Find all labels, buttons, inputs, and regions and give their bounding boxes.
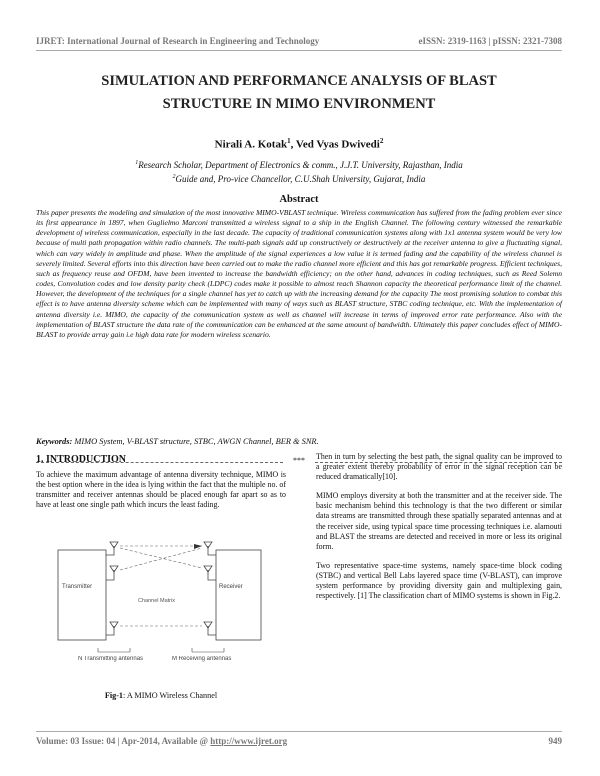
receiver-box (216, 550, 261, 640)
author-2: Ved Vyas Dwivedi (295, 138, 380, 151)
affiliation-2 (36, 171, 562, 185)
tx-antenna-2-feed (106, 570, 114, 580)
affiliation-1-sup: 1 (135, 160, 139, 166)
separator-stars: *** (293, 456, 305, 465)
issn-header: eISSN: 2319-1163 | pISSN: 2321-7308 (418, 36, 562, 46)
title-line-2: STRUCTURE IN MIMO ENVIRONMENT (162, 96, 436, 112)
rx-antennas (204, 542, 216, 635)
rx-antenna-1-feed (208, 546, 216, 555)
tx-antenna-3-feed (106, 626, 114, 635)
channel-matrix-label: Channel Matrix (138, 598, 175, 604)
mimo-figure (36, 540, 286, 690)
left-column (36, 454, 286, 519)
antenna-brackets (98, 648, 224, 652)
channel-paths (120, 546, 202, 626)
abstract-text: This paper presents the modeling and simulation of the most innovative MIMO-VBLAST technique. Wireless communication has suffered from the fading problem ever since its first appearance in 1897, when Guglielmo Marconi transmitted a wireless signal to a ship in the English Channel. The following century witnessed the remarkable development of wireless communication, especially in the last decade. The capacity of traditional communication systems along with 1x1 antenna system would be very low because of multi path propagation within radio channels. The multi-path signals add up constructively or destructively at the receiver antenna to give a fluctuating signal, which can vary widely in amplitude and phase. When the amplitude of the signal experiences a low value it is termed fading and the capability of the wireless channel is severely limited. Several efforts into this direction have been carried out to make the radio channel more efficient and this has got remarkable progress. Efficient techniques, such as frequency reuse and OFDM, have been invented to increase the bandwidth efficiency; on the other hand, advances in coding techniques, such as Reed Solemn codes, Convolution codes and low density parity check (LDPC) codes make it possible to almost reach Shannon capacity the theoretical performance limit of the channel. However, the development of the techniques for a single channel has yet to catch up with the increasing demand for the capacity The most promising solution to combat this effect is to have antenna diversity scheme which can be implemented with many of ways such as BLAST structure, STBC coding technique, etc. With the implementation of antenna diversity i.e. MIMO, the capacity of the communication system as well as channel will increase in terms of improved error rate performance. Also with the implementation of BLAST structure the data rate of the communication can be enhanced at the same amount of bandwidth. Ultimately this paper concludes effect of MIMO-BLAST to provide array gain i.e high data rate for modern wireless scenario. (36, 208, 562, 339)
abstract-heading: Abstract (279, 194, 319, 205)
header-divider (36, 50, 562, 51)
receiver-label: Receiver (219, 584, 243, 590)
footer-volume (36, 736, 287, 746)
n-antennas-label-wrap (78, 656, 148, 682)
affiliation-1-text: Research Scholar, Department of Electronics & comm., J.J.T. University, Rajasthan, India (138, 160, 463, 170)
intro-heading: 1. INTRODUCTION (36, 454, 127, 465)
right-paragraph-3: Two representative space-time systems, namely space-time block coding (STBC) and vertical Bell Labs layered space time (V-BLAST), can improve system performance by providing diversity gain and multiplexing gain, respectively. [1] The classification chart of MIMO systems is shown in Fig.2. (316, 560, 562, 601)
affiliation-1 (36, 157, 562, 171)
n-antennas-label: N Transmitting antennas (78, 656, 144, 662)
rx-antenna-3-feed (208, 626, 216, 635)
keywords-text: MIMO System, V-BLAST structure, STBC, AWGN Channel, BER & SNR. (72, 437, 319, 446)
m-antennas-label-wrap (172, 656, 242, 682)
affiliation-2-sup: 2 (172, 174, 176, 180)
right-paragraph-2: MIMO employs diversity at both the transmitter and at the receiver side. The basic mechanism behind this technology is that the two different or similar data streams are transmitted through these spatially separated antennas and at the receiver side, using typical space time processing techniques i.e. alamouti and BLAST the streams are detected and received in more or less its original form. (316, 491, 562, 551)
keywords-label: Keywords: (36, 437, 73, 446)
transmitter-label: Transmitter (62, 584, 93, 590)
figure-caption-text: : A MIMO Wireless Channel (123, 691, 218, 700)
footer-volume-text: Volume: 03 Issue: 04 | Apr-2014, Available @ (36, 736, 211, 746)
paper-title (36, 70, 562, 116)
journal-url-link[interactable]: http://www.ijret.org (210, 736, 288, 746)
footer-divider (36, 731, 562, 732)
author-separator: , (290, 138, 296, 151)
page-number: 949 (548, 736, 562, 746)
title-line-1: SIMULATION AND PERFORMANCE ANALYSIS OF BLAST (101, 73, 497, 89)
rx-antenna-2-feed (208, 570, 216, 580)
affiliation-2-text: Guide and, Pro-vice Chancellor, C.U.Shah University, Gujarat, India (175, 174, 426, 184)
intro-paragraph: To achieve the maximum advantage of antenna diversity technique, MIMO is the best option where in the idea is lying within the fact that the multiple no. of transmitter and receiver antennas should be placed enough far apart so as to have at least one single path which incurs the least fading. (36, 470, 286, 510)
right-paragraph-1: Then in turn by selecting the best path, the signal quality can be improved to a greater extent thereby probability of error in the signal reception can be reduced dramatically[10]. (316, 452, 562, 482)
affiliations (36, 157, 562, 185)
author-list (36, 137, 562, 151)
arrow-head-icon (194, 544, 202, 549)
figure-caption (36, 691, 286, 700)
transmitter-box (58, 550, 106, 640)
figure-caption-label: Fig-1 (104, 691, 124, 700)
right-column (316, 452, 562, 610)
m-antennas-label: M Receiving antennas (172, 656, 232, 662)
mimo-diagram (36, 540, 286, 690)
keywords (36, 437, 562, 446)
tx-antenna-1-feed (106, 546, 114, 555)
author-1: Nirali A. Kotak (214, 138, 288, 151)
journal-header: IJRET: International Journal of Research in Engineering and Technology (36, 36, 320, 46)
tx-antennas (106, 542, 118, 635)
author-2-sup: 2 (379, 137, 384, 145)
author-1-sup: 1 (287, 137, 291, 145)
